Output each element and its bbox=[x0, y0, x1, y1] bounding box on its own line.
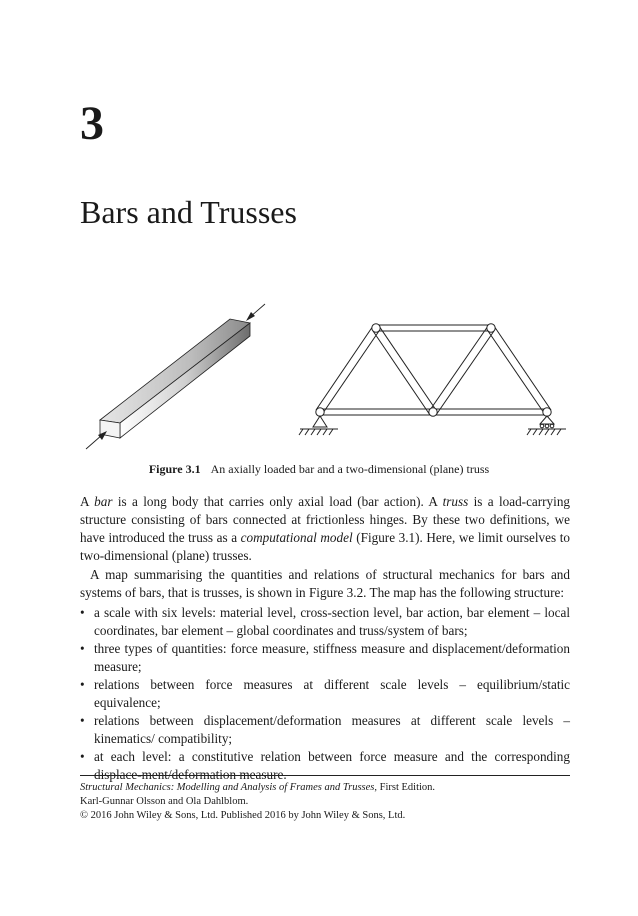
figure-3-1 bbox=[80, 292, 570, 452]
paragraph-map-intro: A map summarising the quantities and relations of structural mechanics for bars and systems of bars, that is trusses, is shown in Figure 3.2. The map has the following structure: bbox=[80, 567, 570, 600]
p1-term-truss: truss bbox=[442, 494, 469, 509]
load-arrow-bottom bbox=[86, 431, 107, 449]
p1-text-1: A bbox=[80, 494, 95, 509]
list-item: • at each level: a constitutive relation between force measure and the corresponding displace-ment/deformation measure. bbox=[80, 748, 570, 784]
figure-label: Figure 3.1 bbox=[148, 462, 201, 476]
truss-nodes bbox=[316, 324, 551, 416]
footer-book-line bbox=[80, 781, 570, 795]
p1-term-bar: bar bbox=[94, 494, 113, 509]
support-left bbox=[299, 416, 338, 435]
footer-edition: , First Edition. bbox=[374, 782, 436, 793]
p1-term-computational-model: computational model bbox=[240, 530, 353, 545]
footer bbox=[80, 781, 570, 823]
map-structure-list bbox=[80, 604, 570, 784]
footer-book-title: Structural Mechanics: Modelling and Analysis of Frames and Trusses bbox=[80, 782, 375, 793]
chapter-number: 3 bbox=[80, 97, 104, 150]
support-right bbox=[527, 416, 566, 435]
p1-text-4: (Figure 3.1). Here, we limit ourselves to two-dimensional (plane) trusses. bbox=[80, 530, 570, 563]
footer-divider bbox=[80, 775, 570, 776]
chapter-title: Bars and Trusses bbox=[80, 194, 297, 230]
plane-truss bbox=[316, 325, 551, 415]
list-item: • a scale with six levels: material level, cross-section level, bar action, bar element – local coordinates, bar element – global coordinates and truss/system of bars; bbox=[80, 604, 570, 640]
figure-illustration bbox=[80, 292, 570, 452]
load-arrow-top bbox=[246, 304, 265, 321]
p1-text-2: is a long body that carries only axial load (bar action). A bbox=[112, 494, 443, 509]
figure-caption-text: An axially loaded bar and a two-dimensional (plane) truss bbox=[210, 462, 490, 476]
list-item: • relations between displacement/deformation measures at different scale levels – kinematics/ compatibility; bbox=[80, 712, 570, 748]
p1-text-3: is a load-carrying structure consisting of bars connected at frictionless hinges. By these two definitions, we have introduced the truss as a bbox=[80, 494, 571, 545]
list-item: • relations between force measures at different scale levels – equilibrium/static equivalence; bbox=[80, 676, 570, 712]
axial-bar bbox=[100, 319, 250, 438]
list-item: • three types of quantities: force measure, stiffness measure and displacement/deformation measure; bbox=[80, 640, 570, 676]
footer-copyright: © 2016 John Wiley & Sons, Ltd. Published 2016 by John Wiley & Sons, Ltd. bbox=[80, 810, 406, 821]
figure-caption bbox=[0, 462, 638, 477]
footer-authors: Karl-Gunnar Olsson and Ola Dahlblom. bbox=[80, 796, 249, 807]
paragraph-definitions bbox=[80, 493, 570, 565]
